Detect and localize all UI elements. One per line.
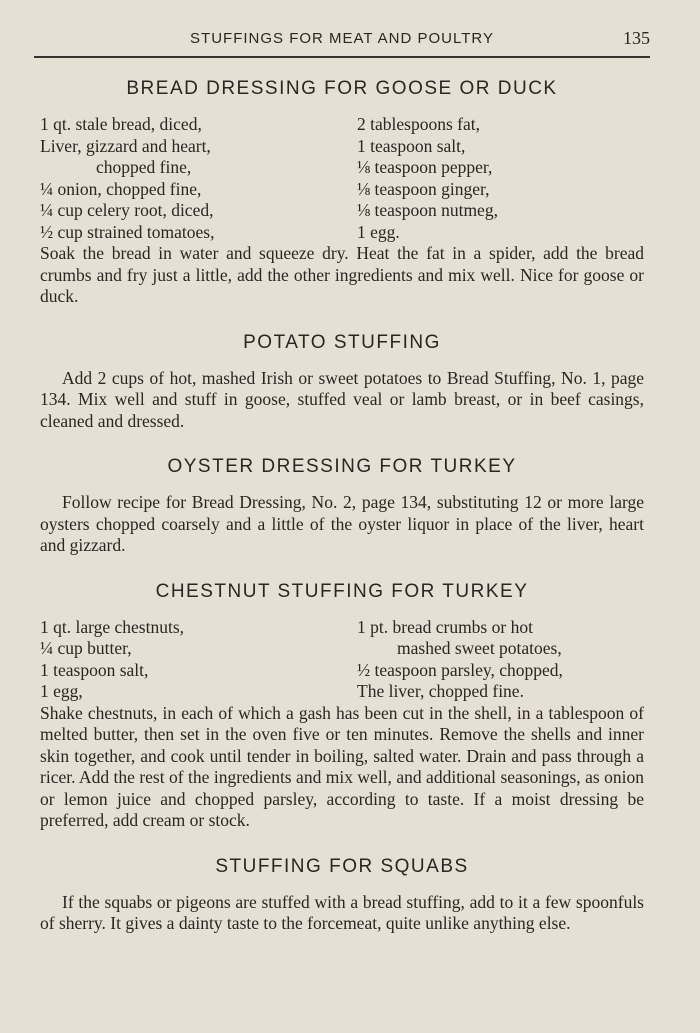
ingredient: Liver, gizzard and heart,: [40, 135, 211, 156]
recipe-title: STUFFING FOR SQUABS: [215, 855, 469, 877]
ingredient: The liver, chopped fine.: [357, 681, 524, 701]
ingredient-column-right: [327, 617, 644, 703]
ingredient: ¼ cup celery root, diced,: [40, 200, 214, 220]
ingredient-column-left: [40, 114, 327, 243]
recipe-oyster-dressing: [40, 456, 644, 557]
recipe-instructions: Follow recipe for Bread Dressing, No. 2, page 134, substituting 12 or more large oysters chopped coarsely and a little of the oyster liquor in place of the liver, heart and gizzard.: [40, 492, 644, 555]
ingredient: mashed sweet potatoes,: [397, 638, 562, 658]
ingredient-list: [40, 114, 644, 243]
ingredient: ⅛ teaspoon ginger,: [357, 178, 490, 199]
page-number: 135: [623, 28, 650, 48]
recipe-bread-dressing: [40, 78, 644, 308]
recipe-title: OYSTER DRESSING FOR TURKEY: [167, 456, 517, 477]
recipe-instructions: Shake chestnuts, in each of which a gash has been cut in the shell, in a tablespoon of melted butter, then set in the oven five or ten minutes. Remove the shells and inner skin together, and cook until tender in boiling, salted water. Drain and pass through a ricer. Add the rest of the ingredients and mix well, and additional seasonings, as onion or lemon juice and chopped parsley, according to taste. If a moist dressing be preferred, add cream or stock.: [40, 702, 644, 830]
ingredient-column-left: [40, 617, 327, 703]
ingredient: ⅛ teaspoon pepper,: [357, 157, 493, 177]
ingredient: 1 qt. stale bread, diced,: [40, 114, 202, 134]
recipe-instructions: Add 2 cups of hot, mashed Irish or sweet potatoes to Bread Stuffing, No. 1, page 134. Mix well and stuff in goose, stuffed veal or lamb breast, or in beef casings, cleaned and dressed.: [40, 367, 644, 431]
ingredient: 1 teaspoon salt,: [40, 659, 149, 680]
recipe-chestnut-stuffing: [40, 581, 644, 832]
recipe-instructions: If the squabs or pigeons are stuffed with a bread stuffing, add to it a few spoonfuls of sherry. It gives a dainty taste to the forcemeat, quite unlike anything else.: [40, 891, 644, 933]
ingredient: 1 qt. large chestnuts,: [40, 616, 185, 637]
recipe-title: CHESTNUT STUFFING FOR TURKEY: [155, 580, 529, 602]
running-head: STUFFINGS FOR MEAT AND POULTRY: [190, 30, 494, 47]
ingredient: ½ teaspoon parsley, chopped,: [357, 659, 563, 680]
page-header: [34, 28, 650, 58]
recipe-instructions: Soak the bread in water and squeeze dry. Heat the fat in a spider, add the bread crumbs and fry just a little, add the other ingredients and mix well. Nice for goose or duck.: [40, 243, 644, 306]
ingredient: 1 egg.: [357, 221, 400, 242]
ingredient: 1 egg,: [40, 681, 83, 701]
ingredient-column-right: [327, 114, 644, 243]
ingredient: ½ cup strained tomatoes,: [40, 221, 215, 242]
page-content: [40, 78, 644, 935]
ingredient: 1 teaspoon salt,: [357, 135, 466, 156]
ingredient: ¼ onion, chopped fine,: [40, 178, 202, 199]
recipe-squab-stuffing: [40, 856, 644, 935]
recipe-title: POTATO STUFFING: [243, 331, 441, 353]
recipe-title: BREAD DRESSING FOR GOOSE OR DUCK: [126, 78, 558, 99]
ingredient-list: [40, 617, 644, 703]
ingredient: chopped fine,: [96, 157, 192, 177]
ingredient: ⅛ teaspoon nutmeg,: [357, 200, 498, 220]
ingredient: 2 tablespoons fat,: [357, 114, 480, 134]
ingredient: ¼ cup butter,: [40, 638, 132, 658]
ingredient: 1 pt. bread crumbs or hot: [357, 616, 533, 637]
recipe-potato-stuffing: [40, 332, 644, 433]
